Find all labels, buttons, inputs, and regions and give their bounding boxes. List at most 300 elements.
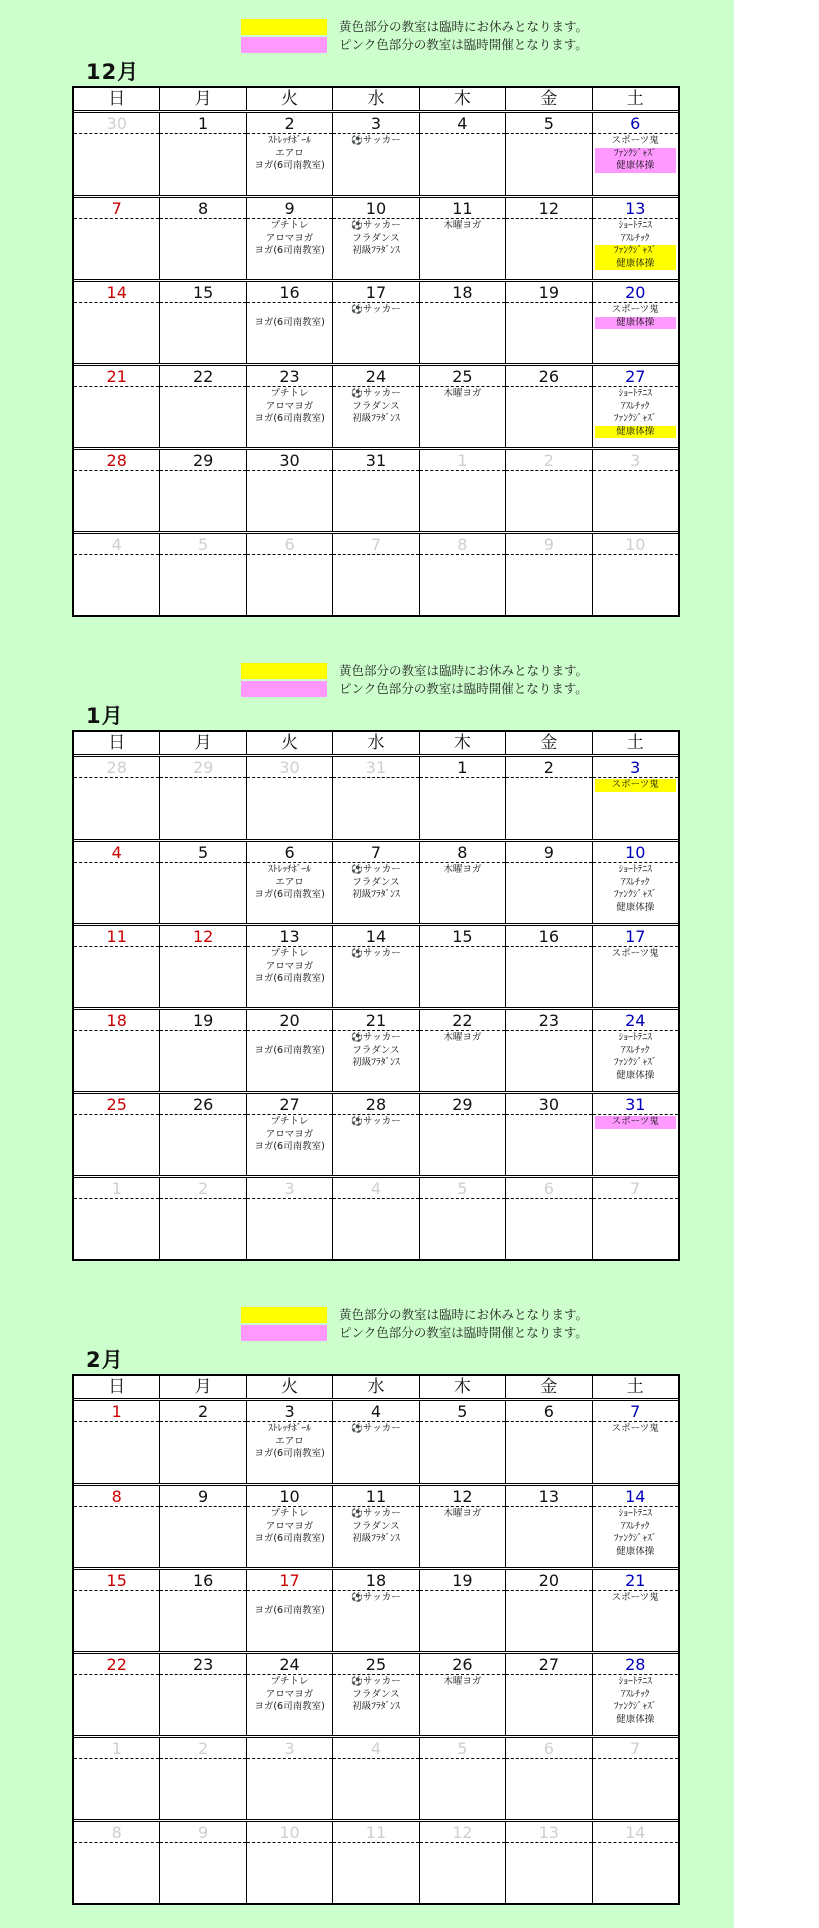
day-number: 8 <box>420 842 505 863</box>
day-cell <box>592 1094 678 1175</box>
class-event: フラダンス <box>352 1688 400 1700</box>
event-list <box>506 471 591 472</box>
event-list <box>160 1507 245 1508</box>
class-event: ⚽サッカー <box>351 1592 401 1603</box>
event-list <box>506 778 591 779</box>
day-number: 26 <box>420 1654 505 1675</box>
day-number: 13 <box>506 1822 591 1843</box>
class-event: 木曜ヨガ <box>443 220 482 231</box>
class-event: アロマヨガ <box>265 960 314 972</box>
week-row <box>74 839 678 923</box>
day-cell <box>332 1654 418 1735</box>
day-cell <box>246 1822 332 1903</box>
day-number: 9 <box>506 534 591 555</box>
day-cell <box>74 366 159 447</box>
day-cell <box>246 1654 332 1735</box>
day-cell <box>332 1570 418 1651</box>
week-row <box>74 1091 678 1175</box>
event-list <box>420 134 505 135</box>
event-list <box>247 471 332 472</box>
day-cell <box>246 282 332 363</box>
event-list <box>420 863 505 877</box>
event-list <box>420 1843 505 1844</box>
day-cell <box>505 198 591 279</box>
day-number: 11 <box>74 926 159 947</box>
day-number: 23 <box>247 366 332 387</box>
event-list <box>506 1843 591 1844</box>
day-cell <box>592 1010 678 1091</box>
day-cell <box>419 1010 505 1091</box>
day-cell <box>505 1178 591 1259</box>
event-list <box>593 1115 678 1129</box>
class-event: 健康体操 <box>595 160 676 173</box>
day-number: 24 <box>593 1010 678 1031</box>
event-list <box>247 219 332 258</box>
event-list <box>593 863 678 914</box>
legend-text-yellow: 黄色部分の教室は臨時にお休みとなります。 <box>339 1307 589 1322</box>
event-list <box>506 863 591 864</box>
event-list <box>160 471 245 472</box>
class-event: ヨガ(6司南教室) <box>254 1701 325 1712</box>
class-event: ﾌｧﾝｸｼﾞｬｽﾞ <box>595 245 676 258</box>
class-event: 健康体操 <box>616 901 655 913</box>
event-list <box>506 1199 591 1200</box>
legend-text-yellow: 黄色部分の教室は臨時にお休みとなります。 <box>339 663 589 678</box>
day-cell <box>332 1486 418 1567</box>
class-event: フラダンス <box>352 232 400 244</box>
day-cell <box>74 842 159 923</box>
day-number: 23 <box>506 1010 591 1031</box>
legend-swatch-yellow <box>241 19 327 35</box>
day-number: 17 <box>247 1570 332 1591</box>
class-event: エアロ <box>275 876 304 888</box>
day-cell <box>74 1178 159 1259</box>
event-list <box>420 778 505 779</box>
class-event: ⚽サッカー <box>351 220 401 231</box>
day-cell <box>159 926 245 1007</box>
day-cell <box>74 926 159 1007</box>
day-cell <box>159 450 245 531</box>
class-event: ｱｽﾚﾁｯｸ <box>620 400 650 412</box>
day-number: 27 <box>247 1094 332 1115</box>
event-list <box>420 303 505 304</box>
day-number: 5 <box>506 113 591 134</box>
event-list <box>506 555 591 556</box>
day-cell <box>246 450 332 531</box>
event-list <box>593 1759 678 1760</box>
legend-text-pink: ピンク色部分の教室は臨時開催となります。 <box>339 1325 588 1340</box>
event-list <box>420 947 505 948</box>
day-number: 22 <box>160 366 245 387</box>
event-list <box>333 1199 418 1200</box>
class-event: 健康体操 <box>616 1545 655 1557</box>
week-row <box>74 363 678 447</box>
class-event: ﾌｧﾝｸｼﾞｬｽﾞ <box>613 1533 657 1544</box>
class-event: スポーツ鬼 <box>611 1592 659 1603</box>
week-row <box>74 279 678 363</box>
legend-row-yellow <box>241 1306 641 1324</box>
class-event: ｱｽﾚﾁｯｸ <box>620 1688 650 1700</box>
event-list <box>506 219 591 220</box>
day-number: 28 <box>74 757 159 778</box>
event-list <box>420 1115 505 1116</box>
event-list <box>160 1843 245 1844</box>
legend-row-pink <box>241 680 641 698</box>
day-number: 4 <box>420 113 505 134</box>
event-list <box>593 134 678 173</box>
weekday-header <box>74 1376 678 1401</box>
class-event: ヨガ(6司南教室) <box>254 1044 325 1056</box>
class-event: アロマヨガ <box>265 1128 314 1140</box>
day-number: 20 <box>506 1570 591 1591</box>
event-list <box>247 863 332 902</box>
day-number: 12 <box>160 926 245 947</box>
event-list <box>420 1031 505 1045</box>
event-list <box>74 1507 159 1508</box>
day-number: 22 <box>420 1010 505 1031</box>
event-list <box>247 1591 332 1617</box>
class-event: ﾌｧﾝｸｼﾞｬｽﾞ <box>613 1701 657 1712</box>
event-list <box>74 555 159 556</box>
day-number: 30 <box>506 1094 591 1115</box>
day-number: 14 <box>74 282 159 303</box>
day-cell <box>332 1401 418 1483</box>
day-cell <box>74 1654 159 1735</box>
day-number: 2 <box>506 450 591 471</box>
event-list <box>593 219 678 270</box>
day-number: 10 <box>593 842 678 863</box>
class-event <box>249 304 330 317</box>
class-event: フラダンス <box>352 1520 400 1532</box>
class-event: ｼｮｰﾄﾃﾆｽ <box>618 388 652 399</box>
day-number: 2 <box>160 1178 245 1199</box>
day-number: 14 <box>333 926 418 947</box>
day-number: 6 <box>506 1738 591 1759</box>
day-cell <box>159 1654 245 1735</box>
week-row <box>74 113 678 195</box>
day-cell <box>74 1738 159 1819</box>
event-list <box>160 1031 245 1032</box>
event-list <box>593 1507 678 1558</box>
day-number: 28 <box>333 1094 418 1115</box>
day-cell <box>74 757 159 839</box>
day-number: 24 <box>333 366 418 387</box>
day-number: 3 <box>333 113 418 134</box>
day-cell <box>246 198 332 279</box>
class-event: スポーツ鬼 <box>611 948 659 959</box>
day-cell <box>419 757 505 839</box>
event-list <box>593 1591 678 1605</box>
event-list <box>420 1422 505 1423</box>
day-cell <box>419 926 505 1007</box>
event-list <box>247 555 332 556</box>
class-event: ヨガ(6司南教室) <box>254 413 325 424</box>
day-cell <box>592 926 678 1007</box>
weekday-label: 木 <box>419 732 505 754</box>
event-list <box>160 219 245 220</box>
calendar-grid <box>72 1374 680 1905</box>
week-row <box>74 531 678 615</box>
day-number: 14 <box>593 1822 678 1843</box>
day-cell <box>159 1822 245 1903</box>
class-event: ヨガ(6司南教室) <box>254 316 325 328</box>
day-cell <box>246 926 332 1007</box>
weekday-label: 金 <box>505 88 591 110</box>
legend-swatch-pink <box>241 681 327 697</box>
event-list <box>420 387 505 401</box>
event-list <box>74 1675 159 1676</box>
class-event: ｽﾄﾚｯﾁﾎﾞｰﾙ <box>268 864 311 875</box>
class-event: 健康体操 <box>595 426 676 439</box>
weekday-label: 水 <box>332 1376 418 1398</box>
day-number: 9 <box>160 1486 245 1507</box>
event-list <box>74 863 159 864</box>
day-cell <box>74 1094 159 1175</box>
day-cell <box>592 1738 678 1819</box>
day-cell <box>592 1401 678 1483</box>
day-number: 18 <box>333 1570 418 1591</box>
day-number: 6 <box>247 842 332 863</box>
day-number: 3 <box>247 1401 332 1422</box>
day-number: 17 <box>333 282 418 303</box>
day-number: 31 <box>593 1094 678 1115</box>
day-number: 7 <box>333 534 418 555</box>
class-event: ⚽サッカー <box>351 1116 401 1127</box>
day-cell <box>592 366 678 447</box>
day-cell <box>159 282 245 363</box>
day-cell <box>246 113 332 195</box>
day-cell <box>592 842 678 923</box>
legend-text-yellow: 黄色部分の教室は臨時にお休みとなります。 <box>339 19 589 34</box>
day-number: 11 <box>420 198 505 219</box>
event-list <box>160 947 245 948</box>
day-number: 1 <box>160 113 245 134</box>
class-event: 木曜ヨガ <box>443 1676 482 1687</box>
week-row <box>74 1819 678 1903</box>
day-number: 20 <box>247 1010 332 1031</box>
class-event: ｱｽﾚﾁｯｸ <box>620 876 650 888</box>
class-event: ｱｽﾚﾁｯｸ <box>620 232 650 244</box>
class-event: スポーツ鬼 <box>595 1116 676 1129</box>
event-list <box>333 1422 418 1436</box>
event-list <box>506 1675 591 1676</box>
day-cell <box>505 1010 591 1091</box>
event-list <box>333 1031 418 1070</box>
day-cell <box>246 1738 332 1819</box>
day-cell <box>74 282 159 363</box>
day-cell <box>159 113 245 195</box>
day-number: 23 <box>160 1654 245 1675</box>
event-list <box>593 1843 678 1844</box>
day-number: 2 <box>247 113 332 134</box>
weekday-label: 日 <box>108 89 126 109</box>
class-event: ⚽サッカー <box>351 304 401 315</box>
day-cell <box>505 1822 591 1903</box>
class-event: ⚽サッカー <box>351 1508 401 1519</box>
day-number: 1 <box>74 1178 159 1199</box>
legend <box>241 18 641 54</box>
day-number: 8 <box>160 198 245 219</box>
day-number: 30 <box>74 113 159 134</box>
event-list <box>160 1422 245 1423</box>
class-event: アロマヨガ <box>265 1520 314 1532</box>
legend-row-pink <box>241 36 641 54</box>
class-event: ﾌｧﾝｸｼﾞｬｽﾞ <box>613 413 657 424</box>
day-cell <box>592 1654 678 1735</box>
class-event <box>249 1032 330 1045</box>
day-number: 25 <box>420 366 505 387</box>
day-cell <box>332 198 418 279</box>
day-cell <box>419 1654 505 1735</box>
day-cell <box>246 842 332 923</box>
class-event: 木曜ヨガ <box>443 388 482 399</box>
weekday-label: 木 <box>419 88 505 110</box>
weekday-label: 土 <box>592 88 678 110</box>
day-cell <box>74 1570 159 1651</box>
day-number: 13 <box>593 198 678 219</box>
day-number: 19 <box>160 1010 245 1031</box>
day-cell <box>505 534 591 615</box>
weekday-label: 金 <box>505 732 591 754</box>
event-list <box>593 1675 678 1726</box>
day-number: 16 <box>506 926 591 947</box>
event-list <box>74 387 159 388</box>
day-cell <box>419 1738 505 1819</box>
event-list <box>333 1759 418 1760</box>
event-list <box>593 387 678 438</box>
day-number: 12 <box>420 1822 505 1843</box>
event-list <box>74 134 159 135</box>
day-cell <box>419 1094 505 1175</box>
day-cell <box>246 1094 332 1175</box>
event-list <box>74 947 159 948</box>
legend-swatch-yellow <box>241 1307 327 1323</box>
day-number: 4 <box>74 534 159 555</box>
day-number: 8 <box>74 1822 159 1843</box>
week-row <box>74 757 678 839</box>
day-number: 3 <box>593 757 678 778</box>
class-event: スポーツ鬼 <box>611 135 659 146</box>
event-list <box>333 947 418 961</box>
class-event: エアロ <box>275 147 304 159</box>
event-list <box>247 1031 332 1057</box>
legend-swatch-pink <box>241 1325 327 1341</box>
day-number: 19 <box>506 282 591 303</box>
day-number: 13 <box>506 1486 591 1507</box>
event-list <box>160 1591 245 1592</box>
event-list <box>506 387 591 388</box>
weekday-label: 木 <box>419 1376 505 1398</box>
class-event: フラダンス <box>352 400 400 412</box>
event-list <box>333 778 418 779</box>
weekday-label: 月 <box>159 732 245 754</box>
class-event <box>249 1592 330 1605</box>
day-cell <box>159 366 245 447</box>
class-event: ヨガ(6司南教室) <box>254 889 325 900</box>
day-number: 25 <box>74 1094 159 1115</box>
class-event: 初級ﾌﾗﾀﾞﾝｽ <box>352 889 400 900</box>
week-row <box>74 447 678 531</box>
day-number: 16 <box>160 1570 245 1591</box>
event-list <box>160 387 245 388</box>
day-cell <box>505 1738 591 1819</box>
day-cell <box>159 1094 245 1175</box>
day-number: 7 <box>593 1178 678 1199</box>
event-list <box>160 1115 245 1116</box>
legend <box>241 662 641 698</box>
event-list <box>333 863 418 902</box>
event-list <box>333 555 418 556</box>
day-cell <box>332 1094 418 1175</box>
day-cell <box>332 113 418 195</box>
day-number: 10 <box>247 1822 332 1843</box>
event-list <box>333 1675 418 1714</box>
class-event: ヨガ(6司南教室) <box>254 245 325 256</box>
day-number: 31 <box>333 450 418 471</box>
day-cell <box>505 450 591 531</box>
day-number: 5 <box>420 1738 505 1759</box>
class-event: ⚽サッカー <box>351 1676 401 1687</box>
day-number: 9 <box>160 1822 245 1843</box>
event-list <box>506 134 591 135</box>
day-number: 6 <box>247 534 332 555</box>
day-number: 12 <box>506 198 591 219</box>
day-cell <box>332 366 418 447</box>
day-number: 7 <box>74 198 159 219</box>
event-list <box>506 947 591 948</box>
event-list <box>420 219 505 233</box>
day-number: 2 <box>160 1738 245 1759</box>
event-list <box>160 303 245 304</box>
class-event: ⚽サッカー <box>351 388 401 399</box>
class-event: 初級ﾌﾗﾀﾞﾝｽ <box>352 1701 400 1712</box>
day-number: 10 <box>333 198 418 219</box>
day-number: 1 <box>74 1738 159 1759</box>
class-event: ヨガ(6司南教室) <box>254 1141 325 1152</box>
day-number: 16 <box>247 282 332 303</box>
day-cell <box>159 534 245 615</box>
weekday-label: 日 <box>108 1377 126 1397</box>
day-cell <box>74 1486 159 1567</box>
day-number: 27 <box>593 366 678 387</box>
class-event: 健康体操 <box>616 1713 655 1725</box>
day-cell <box>505 366 591 447</box>
day-number: 5 <box>420 1401 505 1422</box>
day-cell <box>419 198 505 279</box>
day-number: 21 <box>593 1570 678 1591</box>
day-number: 7 <box>593 1738 678 1759</box>
event-list <box>247 1199 332 1200</box>
event-list <box>593 778 678 792</box>
day-number: 1 <box>420 757 505 778</box>
day-number: 13 <box>247 926 332 947</box>
day-cell <box>332 1822 418 1903</box>
class-event: ｼｮｰﾄﾃﾆｽ <box>618 1676 652 1687</box>
day-cell <box>505 1486 591 1567</box>
class-event: ヨガ(6司南教室) <box>254 1604 325 1616</box>
day-cell <box>505 926 591 1007</box>
day-number: 27 <box>506 1654 591 1675</box>
day-number: 2 <box>506 757 591 778</box>
day-cell <box>505 113 591 195</box>
day-number: 18 <box>420 282 505 303</box>
day-cell <box>332 1178 418 1259</box>
day-number: 12 <box>420 1486 505 1507</box>
event-list <box>74 1591 159 1592</box>
day-cell <box>592 757 678 839</box>
month-title: 2月 <box>86 1348 124 1372</box>
calendar-grid <box>72 86 680 617</box>
